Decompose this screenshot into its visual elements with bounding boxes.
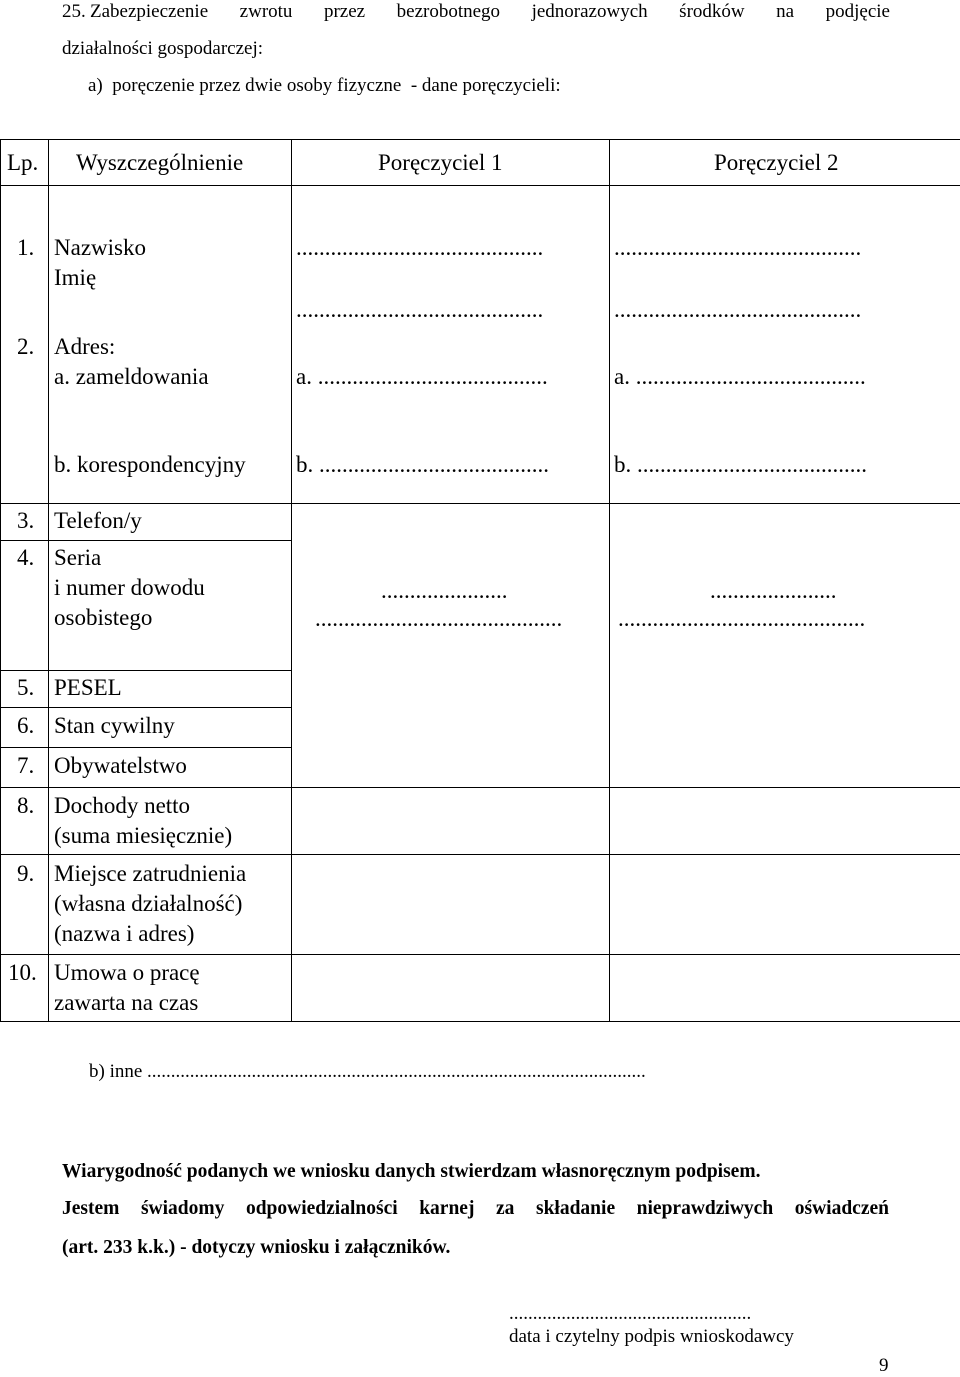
row-number: 10. — [8, 958, 37, 988]
intro-line-3: a) poręczenie przez dwie osoby fizyczne - dane poręczycieli: — [88, 74, 561, 98]
row-number: 6. — [17, 711, 34, 741]
header-guarantor-2: Poręczyciel 2 — [714, 148, 839, 178]
table-row — [1, 504, 960, 541]
declaration-line-3: (art. 233 k.k.) - dotyczy wniosku i załączników. — [62, 1237, 450, 1259]
label-marital-status: Stan cywilny — [54, 711, 175, 741]
declaration-line-1: Wiarygodność podanych we wniosku danych stwierdzam własnoręcznym podpisem. — [62, 1161, 760, 1183]
row-num-cell — [1, 855, 49, 955]
declaration-word: oświadczeń — [795, 1198, 889, 1220]
label-surname: Nazwisko — [54, 233, 146, 263]
row-number: 4. — [17, 543, 34, 573]
intro-line-2: działalności gospodarczej: — [62, 37, 263, 61]
table-row — [1, 788, 960, 855]
signature-field[interactable]: ................................................... — [509, 1303, 751, 1325]
section-number: 25. — [62, 0, 86, 24]
label-workplace: Miejsce zatrudnienia — [54, 859, 246, 889]
row-number: 2. — [17, 332, 34, 362]
row-label-cell — [49, 541, 292, 671]
guarantor-2-cell[interactable] — [610, 186, 960, 504]
guarantor-1-name-field[interactable]: ........................................... — [296, 233, 543, 263]
guarantor-2-name-field[interactable]: ........................................... — [614, 233, 861, 263]
label-workplace-name-address: (nazwa i adres) — [54, 919, 194, 949]
row-number: 9. — [17, 859, 34, 889]
label-first-name: Imię — [54, 263, 96, 293]
intro-line-1 — [90, 0, 890, 24]
guarantor-1-workplace-cell[interactable] — [292, 855, 610, 955]
label-correspondence-address: b. korespondencyjny — [54, 450, 246, 480]
label-id-document: osobistego — [54, 603, 152, 633]
header-cell-guarantor-1 — [292, 140, 610, 186]
intro-word: zwrotu — [240, 0, 293, 24]
label-net-income: Dochody netto — [54, 791, 190, 821]
guarantor-2-registered-address-field[interactable]: a. ........................................ — [614, 362, 866, 392]
table-header-row — [1, 140, 960, 186]
guarantor-2-id-field[interactable]: ...................... — [710, 576, 837, 606]
row-number: 8. — [17, 791, 34, 821]
guarantor-table — [0, 139, 960, 1022]
table-row — [1, 955, 960, 1022]
guarantor-2-correspondence-address-field[interactable]: b. ........................................ — [614, 450, 867, 480]
declaration-word: Jestem — [62, 1198, 119, 1220]
guarantor-1-id-field[interactable]: ...................... — [381, 576, 508, 606]
row-num-cell — [1, 788, 49, 855]
guarantor-2-income-cell[interactable] — [610, 788, 960, 855]
declaration-word: nieprawdziwych — [637, 1198, 774, 1220]
guarantor-1-id-field[interactable]: ........................................... — [315, 604, 562, 634]
label-registered-address: a. zameldowania — [54, 362, 209, 392]
table-row — [1, 186, 960, 504]
label-phone: Telefon/y — [54, 506, 142, 536]
page-number: 9 — [879, 1355, 889, 1377]
row-num-cell — [1, 186, 49, 504]
label-employment-contract: Umowa o pracę — [54, 958, 200, 988]
intro-word: przez — [324, 0, 365, 24]
guarantor-2-id-field[interactable]: ........................................... — [618, 604, 865, 634]
header-guarantor-1: Poręczyciel 1 — [378, 148, 503, 178]
intro-word: środków — [679, 0, 744, 24]
intro-word: na — [776, 0, 794, 24]
row-num-cell — [1, 671, 49, 708]
declaration-word: świadomy — [141, 1198, 224, 1220]
row-number: 7. — [17, 751, 34, 781]
intro-word: bezrobotnego — [397, 0, 500, 24]
label-net-income-note: (suma miesięcznie) — [54, 821, 232, 851]
header-lp: Lp. — [7, 148, 38, 178]
guarantor-2-contract-cell[interactable] — [610, 955, 960, 1022]
label-employment-contract-term: zawarta na czas — [54, 988, 198, 1018]
guarantor-1-block-cell[interactable] — [292, 504, 610, 788]
intro-word: jednorazowych — [532, 0, 648, 24]
label-address: Adres: — [54, 332, 115, 362]
row-number: 1. — [17, 233, 34, 263]
row-num-cell — [1, 955, 49, 1022]
label-workplace-own-business: (własna działalność) — [54, 889, 242, 919]
table-row — [1, 855, 960, 955]
declaration-word: składanie — [536, 1198, 615, 1220]
row-label-cell — [49, 955, 292, 1022]
row-num-cell — [1, 504, 49, 541]
row-num-cell — [1, 748, 49, 788]
row-label-cell — [49, 186, 292, 504]
header-cell-description — [49, 140, 292, 186]
guarantor-1-correspondence-address-field[interactable]: b. ........................................ — [296, 450, 549, 480]
label-id-series: Seria — [54, 543, 101, 573]
row-num-cell — [1, 541, 49, 671]
row-number: 5. — [17, 673, 34, 703]
guarantor-2-block-cell[interactable] — [610, 504, 960, 788]
other-collateral-field[interactable]: b) inne ......................................................................................................... — [89, 1061, 646, 1083]
label-citizenship: Obywatelstwo — [54, 751, 187, 781]
row-label-cell — [49, 708, 292, 748]
row-label-cell — [49, 504, 292, 541]
row-label-cell — [49, 671, 292, 708]
row-label-cell — [49, 855, 292, 955]
guarantor-2-workplace-cell[interactable] — [610, 855, 960, 955]
label-id-number: i numer dowodu — [54, 573, 205, 603]
header-cell-lp — [1, 140, 49, 186]
declaration-word: odpowiedzialności — [246, 1198, 398, 1220]
signature-label: data i czytelny podpis wnioskodawcy — [509, 1326, 794, 1348]
row-num-cell — [1, 708, 49, 748]
declaration-word: za — [496, 1198, 514, 1220]
row-label-cell — [49, 748, 292, 788]
guarantor-1-income-cell[interactable] — [292, 788, 610, 855]
guarantor-1-registered-address-field[interactable]: a. ........................................ — [296, 362, 548, 392]
row-number: 3. — [17, 506, 34, 536]
declaration-line-2 — [62, 1198, 889, 1220]
intro-word: podjęcie — [826, 0, 890, 24]
declaration-word: karnej — [419, 1198, 474, 1220]
guarantor-1-name-field[interactable]: ........................................... — [296, 295, 543, 325]
label-pesel: PESEL — [54, 673, 122, 703]
header-cell-guarantor-2 — [610, 140, 960, 186]
guarantor-1-contract-cell[interactable] — [292, 955, 610, 1022]
header-description: Wyszczególnienie — [76, 148, 243, 178]
guarantor-2-name-field[interactable]: ........................................... — [614, 295, 861, 325]
guarantor-1-cell[interactable] — [292, 186, 610, 504]
row-label-cell — [49, 788, 292, 855]
intro-word: Zabezpieczenie — [90, 0, 208, 24]
